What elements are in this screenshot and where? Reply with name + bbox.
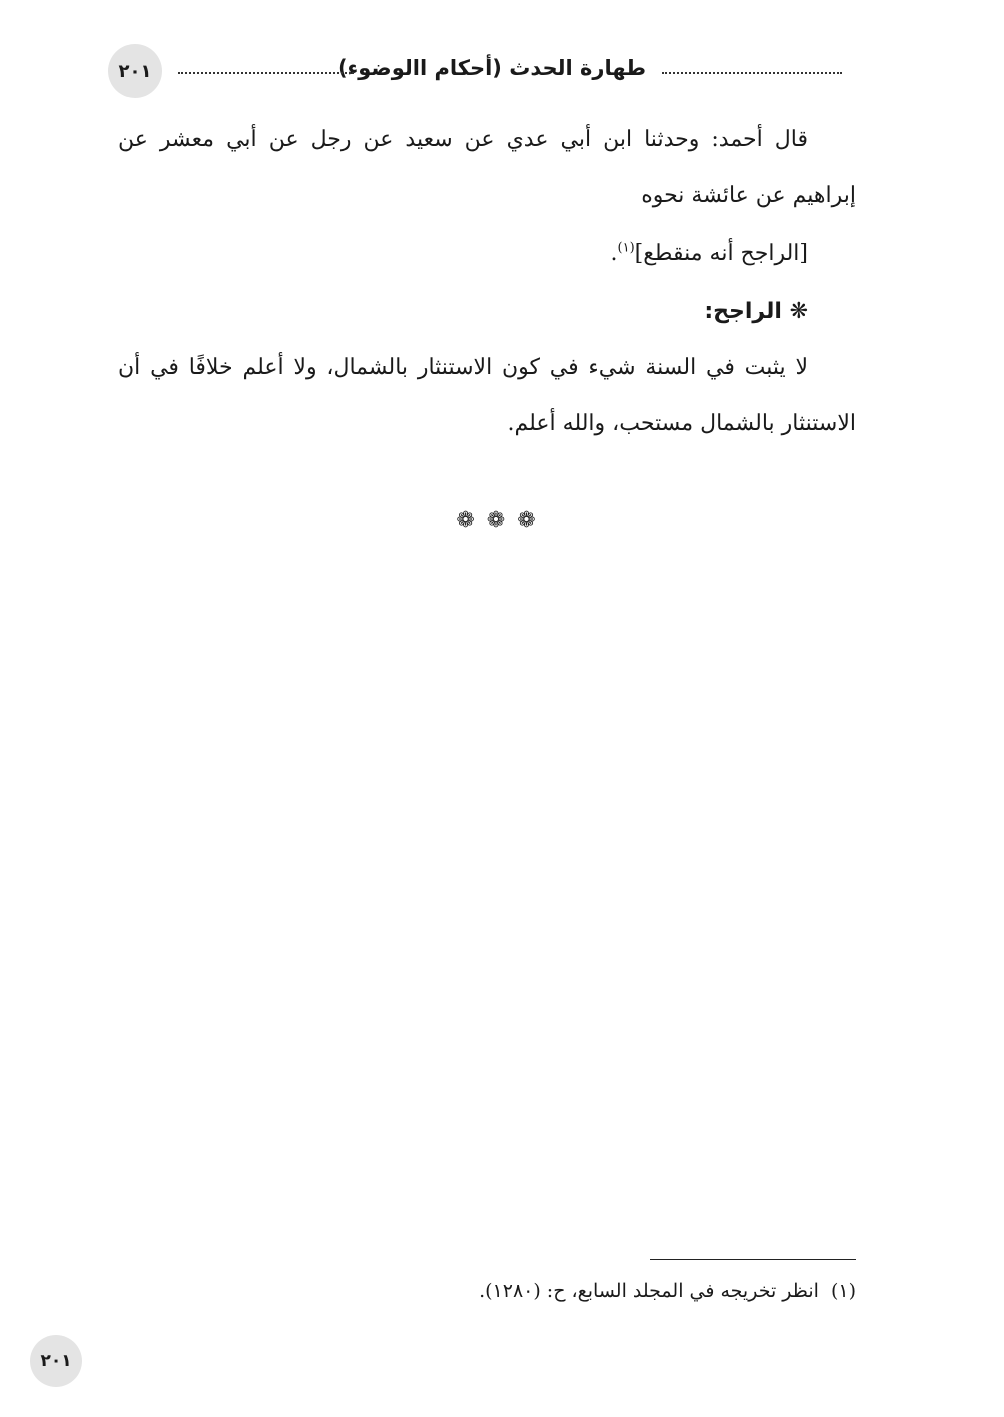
footnote-number: (١): [830, 1280, 856, 1302]
chapter-title: طهارة الحدث (أحكام االوضوء): [337, 56, 646, 80]
header-leader-dots-right: [662, 72, 842, 74]
main-text: [118, 112, 856, 452]
grading-period: .: [610, 241, 618, 266]
section-divider-ornament: ❁❁❁: [456, 508, 548, 533]
grading-text: [الراجح أنه منقطع]: [634, 241, 808, 266]
section-heading: [118, 284, 856, 340]
footnote: [148, 1276, 856, 1306]
page-number-badge-bottom: ٢٠١: [30, 1335, 82, 1387]
footnote-reference: (١): [617, 240, 635, 256]
running-header: [108, 44, 856, 96]
section-marker-icon: ❋: [789, 299, 808, 324]
footnote-text: انظر تخريجه في المجلد السابع، ح: (١٢٨٠).: [479, 1280, 819, 1302]
grading-line: [118, 226, 856, 282]
footnote-separator: [650, 1259, 856, 1260]
header-leader-dots-left: [178, 72, 354, 74]
page-number-badge-top: ٢٠١: [108, 44, 162, 98]
hadith-chain-paragraph: قال أحمد: وحدثنا ابن أبي عدي عن سعيد عن رجل عن أبي معشر عن إبراهيم عن عائشة نحوه: [118, 127, 856, 208]
conclusion-paragraph: لا يثبت في السنة شيء في كون الاستنثار بالشمال، ولا أعلم خلافًا في أن الاستنثار بالشمال مستحب، والله أعلم.: [118, 355, 856, 436]
section-heading-label: الراجح:: [704, 299, 782, 324]
